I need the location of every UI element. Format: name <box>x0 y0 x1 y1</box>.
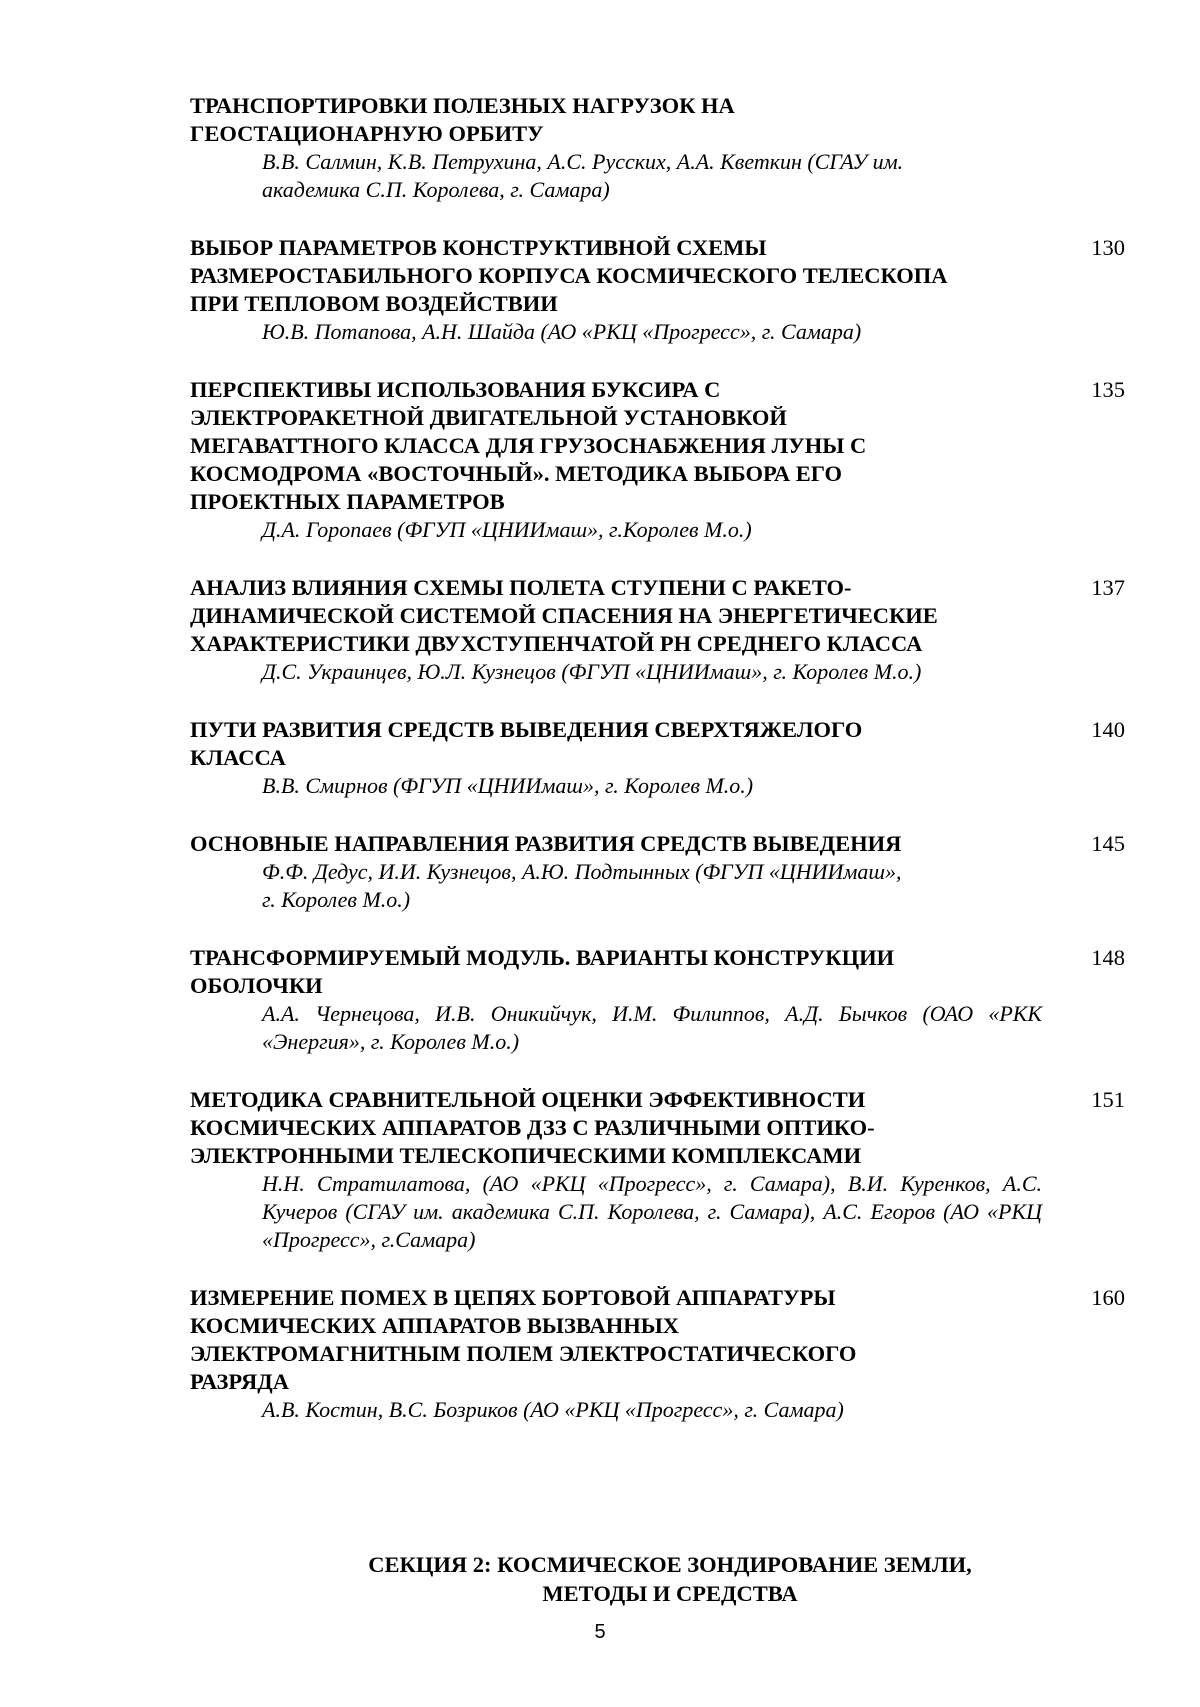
toc-entry <box>190 92 1125 204</box>
entry-title: ТРАНСФОРМИРУЕМЫЙ МОДУЛЬ. ВАРИАНТЫ КОНСТРУКЦИИ ОБОЛОЧКИ <box>190 945 895 998</box>
entry-page-number: 130 <box>1091 235 1125 260</box>
entry-page-number: 145 <box>1091 831 1125 856</box>
entry-title: ИЗМЕРЕНИЕ ПОМЕХ В ЦЕПЯХ БОРТОВОЙ АППАРАТУРЫ КОСМИЧЕСКИХ АППАРАТОВ ВЫЗВАННЫХ ЭЛЕКТРОМАГНИТНЫМ ПОЛЕМ ЭЛЕКТРОСТАТИЧЕСКОГО РАЗРЯДА <box>190 1285 857 1394</box>
table-of-contents <box>190 92 1125 1454</box>
entry-title: ПУТИ РАЗВИТИЯ СРЕДСТВ ВЫВЕДЕНИЯ СВЕРХТЯЖЕЛОГО КЛАССА <box>190 717 863 770</box>
page-number: 5 <box>594 1621 606 1643</box>
section-heading: СЕКЦИЯ 2: КОСМИЧЕСКОЕ ЗОНДИРОВАНИЕ ЗЕМЛИ, МЕТОДЫ И СРЕДСТВА <box>368 1552 972 1606</box>
entry-title: ВЫБОР ПАРАМЕТРОВ КОНСТРУКТИВНОЙ СХЕМЫ РАЗМЕРОСТАБИЛЬНОГО КОРПУСА КОСМИЧЕСКОГО ТЕЛЕСКОПА ПРИ ТЕПЛОВОМ ВОЗДЕЙСТВИИ <box>190 235 948 316</box>
entry-authors: А.А. Чернецова, И.В. Оникийчук, И.М. Филиппов, А.Д. Бычков (ОАО «РКК «Энергия», г. Королев М.о.) <box>262 1001 1042 1054</box>
entry-page-number: 140 <box>1091 717 1125 742</box>
toc-entry <box>190 1086 1125 1254</box>
entry-title: ТРАНСПОРТИРОВКИ ПОЛЕЗНЫХ НАГРУЗОК НА ГЕОСТАЦИОНАРНУЮ ОРБИТУ <box>190 93 735 146</box>
entry-authors: Ю.В. Потапова, А.Н. Шайда (АО «РКЦ «Прогресс», г. Самара) <box>262 319 862 344</box>
toc-entry <box>190 376 1125 544</box>
entry-title: ОСНОВНЫЕ НАПРАВЛЕНИЯ РАЗВИТИЯ СРЕДСТВ ВЫВЕДЕНИЯ <box>190 831 902 856</box>
entry-authors: В.В. Салмин, К.В. Петрухина, А.С. Русских, А.А. Кветкин (СГАУ им. академика С.П. Королева, г. Самара) <box>262 149 904 202</box>
entry-page-number: 137 <box>1091 575 1125 600</box>
entry-authors: Д.А. Горопаев (ФГУП «ЦНИИмаш», г.Королев М.о.) <box>262 517 752 542</box>
entry-title: МЕТОДИКА СРАВНИТЕЛЬНОЙ ОЦЕНКИ ЭФФЕКТИВНОСТИ КОСМИЧЕСКИХ АППАРАТОВ ДЗЗ С РАЗЛИЧНЫМИ ОПТИКО- ЭЛЕКТРОННЫМИ ТЕЛЕСКОПИЧЕСКИМИ КОМПЛЕКСАМИ <box>190 1087 875 1168</box>
entry-page-number: 151 <box>1091 1087 1125 1112</box>
entry-page-number: 160 <box>1091 1285 1125 1310</box>
entry-authors: В.В. Смирнов (ФГУП «ЦНИИмаш», г. Королев М.о.) <box>262 773 754 798</box>
entry-title: АНАЛИЗ ВЛИЯНИЯ СХЕМЫ ПОЛЕТА СТУПЕНИ С РАКЕТО- ДИНАМИЧЕСКОЙ СИСТЕМОЙ СПАСЕНИЯ НА ЭНЕРГЕТИЧЕСКИЕ ХАРАКТЕРИСТИКИ ДВУХСТУПЕНЧАТОЙ РН СРЕДНЕГО КЛАССА <box>190 575 938 656</box>
toc-entry <box>190 1284 1125 1424</box>
toc-entry <box>190 574 1125 686</box>
entry-title: ПЕРСПЕКТИВЫ ИСПОЛЬЗОВАНИЯ БУКСИРА С ЭЛЕКТРОРАКЕТНОЙ ДВИГАТЕЛЬНОЙ УСТАНОВКОЙ МЕГАВАТТНОГО КЛАССА ДЛЯ ГРУЗОСНАБЖЕНИЯ ЛУНЫ С КОСМОДРОМА «ВОСТОЧНЫЙ». МЕТОДИКА ВЫБОРА ЕГО ПРОЕКТНЫХ ПАРАМЕТРОВ <box>190 377 867 514</box>
entry-authors: Д.С. Украинцев, Ю.Л. Кузнецов (ФГУП «ЦНИИмаш», г. Королев М.о.) <box>262 659 922 684</box>
toc-entry <box>190 716 1125 800</box>
entry-page-number: 135 <box>1091 377 1125 402</box>
toc-entry <box>190 234 1125 346</box>
toc-entry <box>190 830 1125 914</box>
toc-entry <box>190 944 1125 1056</box>
entry-page-number: 148 <box>1091 945 1125 970</box>
entry-authors: А.В. Костин, В.С. Бозриков (АО «РКЦ «Прогресс», г. Самара) <box>262 1397 844 1422</box>
entry-authors: Ф.Ф. Дедус, И.И. Кузнецов, А.Ю. Подтынных (ФГУП «ЦНИИмаш», г. Королев М.о.) <box>262 859 902 912</box>
entry-authors: Н.Н. Стратилатова, (АО «РКЦ «Прогресс», г. Самара), В.И. Куренков, А.С. Кучеров (СГАУ им. академика С.П. Королева, г. Самара), А.С. Егоров (АО «РКЦ «Прогресс», г.Самара) <box>262 1171 1042 1252</box>
